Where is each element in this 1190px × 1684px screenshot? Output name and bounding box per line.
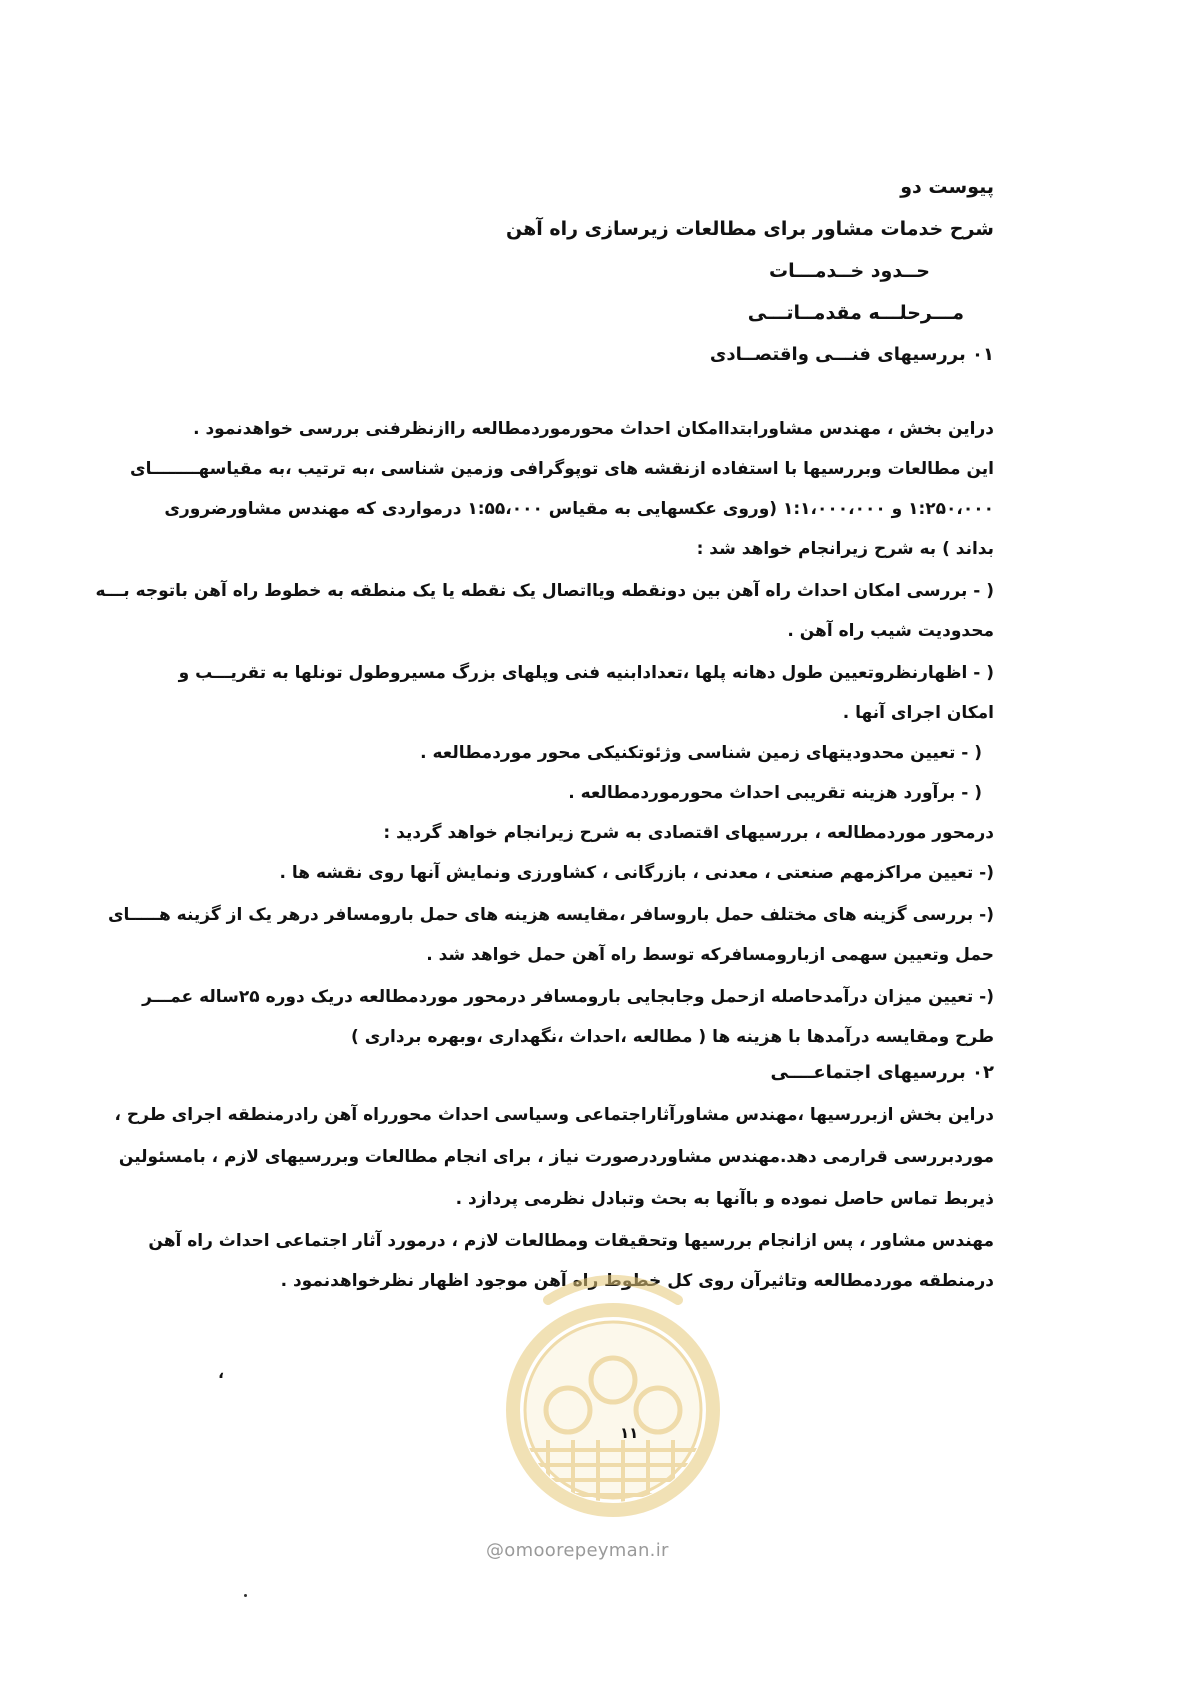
scope-title: شرح خدمات مشاور برای مطالعات زیرسازی راه آهن <box>505 218 994 240</box>
section1-line-14: حمل وتعیین سهمی ازبارومسافرکه توسط راه آهن حمل خواهد شد . <box>426 945 994 965</box>
page-number: ۱۱ <box>620 1424 639 1442</box>
section1-line-6: محدودیت شیب راه آهن . <box>787 621 994 641</box>
section1-line-16: طرح ومقایسه درآمدها با هزینه ها ( مطالعه ،احداث ،نگهداری ،وبهره برداری ) <box>351 1027 994 1047</box>
section1-line-3: ۱:۲۵۰،۰۰۰ و ۱:۱،۰۰۰،۰۰۰ (وروی عکسهایی به مقیاس ۱:۵۵،۰۰۰ درمواردی که مهندس مشاورضروری <box>164 499 994 519</box>
section1-line-1: دراین بخش ، مهندس مشاورابتداامکان احداث محورموردمطالعه راازنظرفنی بررسی خواهدنمود . <box>193 419 994 439</box>
section1-line-10: ( - برآورد هزینه تقریبی احداث محورموردمطالعه . <box>568 783 982 803</box>
section2-line-1: دراین بخش ازبررسیها ،مهندس مشاورآثاراجتماعی وسیاسی احداث محورراه آهن رادرمنطقه اجرای طرح ، <box>114 1105 994 1125</box>
section1-line-9: ( - تعیین محدودیتهای زمین شناسی وژئوتکنیکی محور موردمطالعه . <box>420 743 982 763</box>
section2-line-4: مهندس مشاور ، پس ازانجام بررسیها وتحقیقات ومطالعات لازم ، درمورد آثار اجتماعی احداث راه آهن <box>148 1231 994 1251</box>
section1-line-2: این مطالعات وبررسیها با استفاده ازنقشه های توپوگرافی وزمین شناسی ،به ترتیب ،به مقیاسهــــــــای <box>130 459 994 479</box>
section1-line-7: ( - اظهارنظروتعیین طول دهانه پلها ،تعدادابنیه فنی وپلهای بزرگ مسیروطول تونلها به تقریـــب و <box>178 663 994 683</box>
watermark-seal-icon <box>478 1260 748 1540</box>
appendix-heading: پیوست دو <box>900 176 994 198</box>
section2-line-5: درمنطقه موردمطالعه وتاثیرآن روی کل خطوط راه آهن موجود اظهار نظرخواهدنمود . <box>280 1271 994 1291</box>
section2-line-3: ذیربط تماس حاصل نموده و باآنها به بحث وتبادل نظرمی پردازد . <box>455 1189 994 1209</box>
section1-line-15: (- تعیین میزان درآمدحاصله ازحمل وجابجایی بارومسافر درمحور موردمطالعه دریک دوره ۲۵ساله عمـــر <box>142 987 994 1007</box>
stray-comma: ، <box>218 1363 225 1382</box>
watermark-url: @omoorepeyman.ir <box>486 1540 669 1561</box>
section1-line-5: ( - بررسی امکان احداث راه آهن بین دونقطه ویااتصال یک نقطه یا یک منطقه به خطوط راه آهن باتوجه بـــه <box>95 581 994 601</box>
stage-heading: مـــرحلـــه مقدمــاتـــی <box>747 302 964 324</box>
limits-heading: حــدود خــدمـــات <box>769 260 930 282</box>
section1-line-4: بداند ) به شرح زیرانجام خواهد شد : <box>696 539 994 559</box>
section1-line-11: درمحور موردمطالعه ، بررسیهای اقتصادی به شرح زیرانجام خواهد گردید : <box>383 823 994 843</box>
section1-title: ۰۱ بررسیهای فنـــی واقتصــادی <box>709 344 994 365</box>
section1-line-13: (- بررسی گزینه های مختلف حمل باروسافر ،مقایسه هزینه های حمل بارومسافر درهر یک از گزینه هـــــای <box>107 905 994 925</box>
scan-speck <box>244 1594 247 1597</box>
section2-line-2: موردبررسی قرارمی دهد.مهندس مشاوردرصورت نیاز ، برای انجام مطالعات وبررسیهای لازم ، بامسئولین <box>118 1147 994 1167</box>
section1-line-8: امکان اجرای آنها . <box>842 703 994 723</box>
section2-title: ۰۲ بررسیهای اجتماعــــی <box>770 1062 994 1083</box>
section1-line-12: (- تعیین مراکزمهم صنعتی ، معدنی ، بازرگانی ، کشاورزی ونمایش آنها روی نقشه ها . <box>279 863 994 883</box>
